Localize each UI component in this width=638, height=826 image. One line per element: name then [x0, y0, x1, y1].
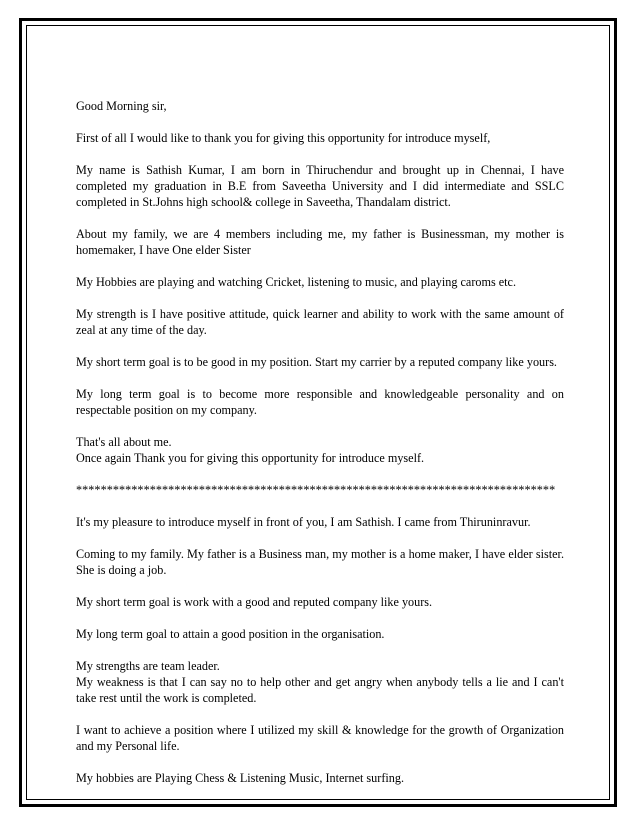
closing-thanks: Once again Thank you for giving this opportunity for introduce myself. — [76, 451, 425, 465]
second-achievement: I want to achieve a position where I utilized my skill & knowledge for the growth of Organization and my Personal life. — [76, 723, 564, 753]
paragraph-hobbies: My Hobbies are playing and watching Cricket, listening to music, and playing caroms etc. — [76, 275, 516, 289]
paragraph-long-term-goal: My long term goal is to become more responsible and knowledgeable personality and on respectable position on my company. — [76, 387, 564, 417]
second-long-term-goal: My long term goal to attain a good position in the organisation. — [76, 627, 385, 641]
second-short-term-goal: My short term goal is work with a good and reputed company like yours. — [76, 595, 433, 609]
paragraph-short-term-goal: My short term goal is to be good in my position. Start my carrier by a reputed company like yours. — [76, 355, 557, 369]
document-body — [76, 98, 564, 802]
second-strengths: My strengths are team leader. — [76, 659, 220, 673]
paragraph-strength: My strength is I have positive attitude, quick learner and ability to work with the same amount of zeal at any time of the day. — [76, 307, 564, 337]
paragraph-name-education: My name is Sathish Kumar, I am born in Thiruchendur and brought up in Chennai, I have completed my graduation in B.E from Saveetha University and I did intermediate and SSLC completed in St.Johns high school& college in Saveetha, Thandalam district. — [76, 163, 564, 209]
asterisk-divider: ****************************************************************************** — [76, 483, 556, 497]
paragraph-family: About my family, we are 4 members including me, my father is Businessman, my mother is homemaker, I have One elder Sister — [76, 227, 564, 257]
second-weakness: My weakness is that I can say no to help other and get angry when anybody tells a lie and I can't take rest until the work is completed. — [76, 675, 564, 705]
paragraph-thanks: First of all I would like to thank you for giving this opportunity for introduce myself, — [76, 131, 491, 145]
second-family: Coming to my family. My father is a Business man, my mother is a home maker, I have elder sister. She is doing a job. — [76, 547, 564, 577]
greeting: Good Morning sir, — [76, 99, 167, 113]
second-hobbies: My hobbies are Playing Chess & Listening Music, Internet surfing. — [76, 771, 405, 785]
second-intro: It's my pleasure to introduce myself in front of you, I am Sathish. I came from Thiruninravur. — [76, 515, 531, 529]
closing-line: That's all about me. — [76, 435, 172, 449]
